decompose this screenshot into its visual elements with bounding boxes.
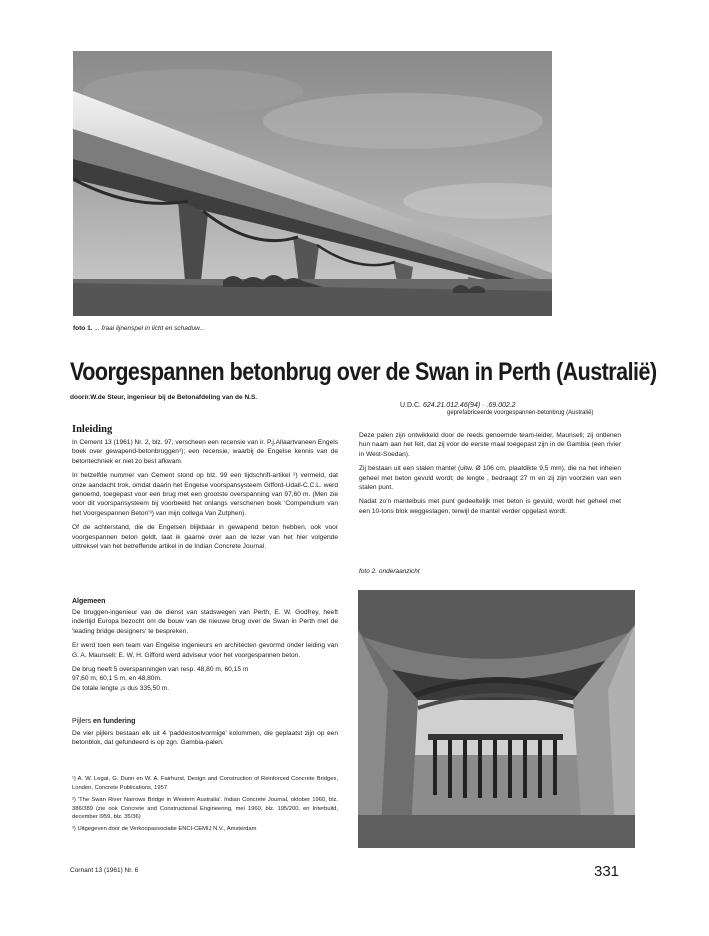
left-column-intro	[72, 438, 338, 556]
paragraph: Of de achterstand, die de Engelsen blijkbaar in gewapend beton hebben, ook voor voorgespannen beton geldt, laat ik gaarne over aan de lezer van het hier volgende uittreksel van het betreffende artikel in de Indian Concrete Journal.	[72, 524, 338, 551]
paragraph: Zij bestaan uit een stalen mantel (uitw. Ø 106 cm, plaatdikte 9,5 mm), die na het inheien geheel met beton gevuld wordt; de lengte , bedraagt 27 m en zij zijn voorzien van een stalen punt.	[359, 465, 621, 492]
footnote-2: ²) 'The Swan River Narrows Bridge in Western Australia'. Indian Concrete Journal, oktober 1960, blz. 386/389 (zie ook Concrete and Constructional Engineering, mei 1960, blz. 195/200, en Interbuild, december l959, blz. 35/36)	[72, 797, 338, 821]
photo-bridge-side-view	[73, 51, 552, 316]
section-heading-inleiding: Inleiding	[72, 424, 113, 435]
photo1-caption	[73, 325, 205, 333]
left-column-algemeen	[72, 608, 338, 698]
paragraph: De bruggen-ingenieur van de dienst van stadswegen van Perth, E. W. Godfrey, heeft indertijd Europa bezocht om de bouw van de nieuwe brug over de Swan in Perth met de 'leading bridge designers' te bespreken.	[72, 609, 338, 635]
paragraph: Nadat zo'n mantelbuis met punt gedeeltelijk met beton is gevuld, wordt het geheel met een 10-tons blok weggeslagen, terwijl de mantel verder opgelast wordt.	[359, 498, 621, 515]
paragraph: 97,60 m, 60,1 5 m, en 48,80m.	[72, 675, 162, 683]
photo2-caption	[359, 568, 420, 576]
section-heading-pijlers	[72, 718, 135, 725]
paragraph: De brug heeft 5 overspanningen van resp. 48,80 m, 60,15 m	[72, 666, 249, 674]
photo2-caption-text: foto 2. onderaanzicht	[359, 568, 420, 575]
paragraph: In hetzelfde nummer van Cement stond op blz. 99 een tijdschrift-artikel ²) vermeld, dat onze aandacht trok, omdat daarin het Engelse voorspansysteem Gifford-Udall-C.C.L. werd genoemd, toegepast voor een brug met een grootste overspanning van 97,60 m. (Men zie voor dit voorspansysteem bij voorbeeld het onlangs verschenen boek 'Compendium van het Voorgespannen Beton'³) van mijn collega Van Zutphen).	[72, 472, 338, 517]
journal-footer: Cornant 13 (1961) Nr. 6	[70, 867, 139, 874]
footnote-1: ¹) A. W. Legat, G. Dunn en W. A. Fairhurst, Design and Construction of Reinforced Concrete Bridges, Londen, Concrete Publications, 1957	[72, 776, 338, 791]
udc-subtitle: geprefabriceerde voorgespannen-betonbrug (Australië)	[447, 410, 594, 416]
udc-classification	[400, 402, 516, 409]
udc-label: U.D.C.	[400, 402, 421, 409]
udc-code: 624.21.012.46(94) · .69.002.2	[422, 402, 516, 409]
photo1-caption-text: ... fraai lijnenspel in licht en schaduw...	[94, 325, 205, 332]
paragraph: Er werd toen een team van Engelse ingenieurs en architecten gevormd onder leiding van G. A. Maunsell; E. W. H. Gifford werd adviseur voor het voorgespannen beton.	[72, 642, 338, 659]
paragraph: In Cement 13 (1961) Nr. 2, blz. 97, verscheen een recensie van ir. P.j.Allaartvaneen Engels boek over gewapend-betonbruggen¹); een recensie, waarbij de Engelse kennis van de betontechniek er niet zo best afkwam.	[72, 439, 338, 465]
right-column-text	[359, 431, 621, 521]
paragraph: De vier pijlers bestaan elk uit 4 'paddestoelvormige' kolommen, die geplaatst zijn op een betonblok, dat gefundeerd is op zgn. Gambia-palen.	[72, 730, 338, 747]
pijlers-heading-b: en fundering	[93, 718, 136, 725]
bridge-underside-illustration	[358, 590, 635, 848]
page-number: 331	[594, 863, 620, 880]
footnote-3: ³) Uitgegeven door de Verkoopassociatie ENCI-CEMIJ N.V., Amsterdam	[72, 826, 257, 832]
article-title: Voorgespannen betonbrug over de Swan in Perth (Australië)	[70, 358, 657, 386]
pijlers-heading-a: Pijlers	[72, 718, 92, 725]
bridge-side-illustration	[73, 51, 552, 316]
article-byline: doorir.W.de Steur, ingenieur bij de Betonafdeling van de N.S.	[70, 394, 258, 401]
photo1-label: foto 1.	[73, 325, 93, 332]
section-heading-algemeen: Algemeen	[72, 598, 106, 605]
paragraph: De totale lengte ¡s dus 335,50 m.	[72, 684, 170, 692]
left-column-pijlers	[72, 729, 338, 753]
photo-bridge-underside	[358, 590, 635, 848]
paragraph: Deze palen zijn ontwikkeld door de reeds genoemde team-leider, Maunsell; zij ontlenen hun naam aan het feit, dat zij voor de eerste maal toegepast zijn in de Gambia (een rivier in West-Soedan).	[359, 432, 621, 458]
